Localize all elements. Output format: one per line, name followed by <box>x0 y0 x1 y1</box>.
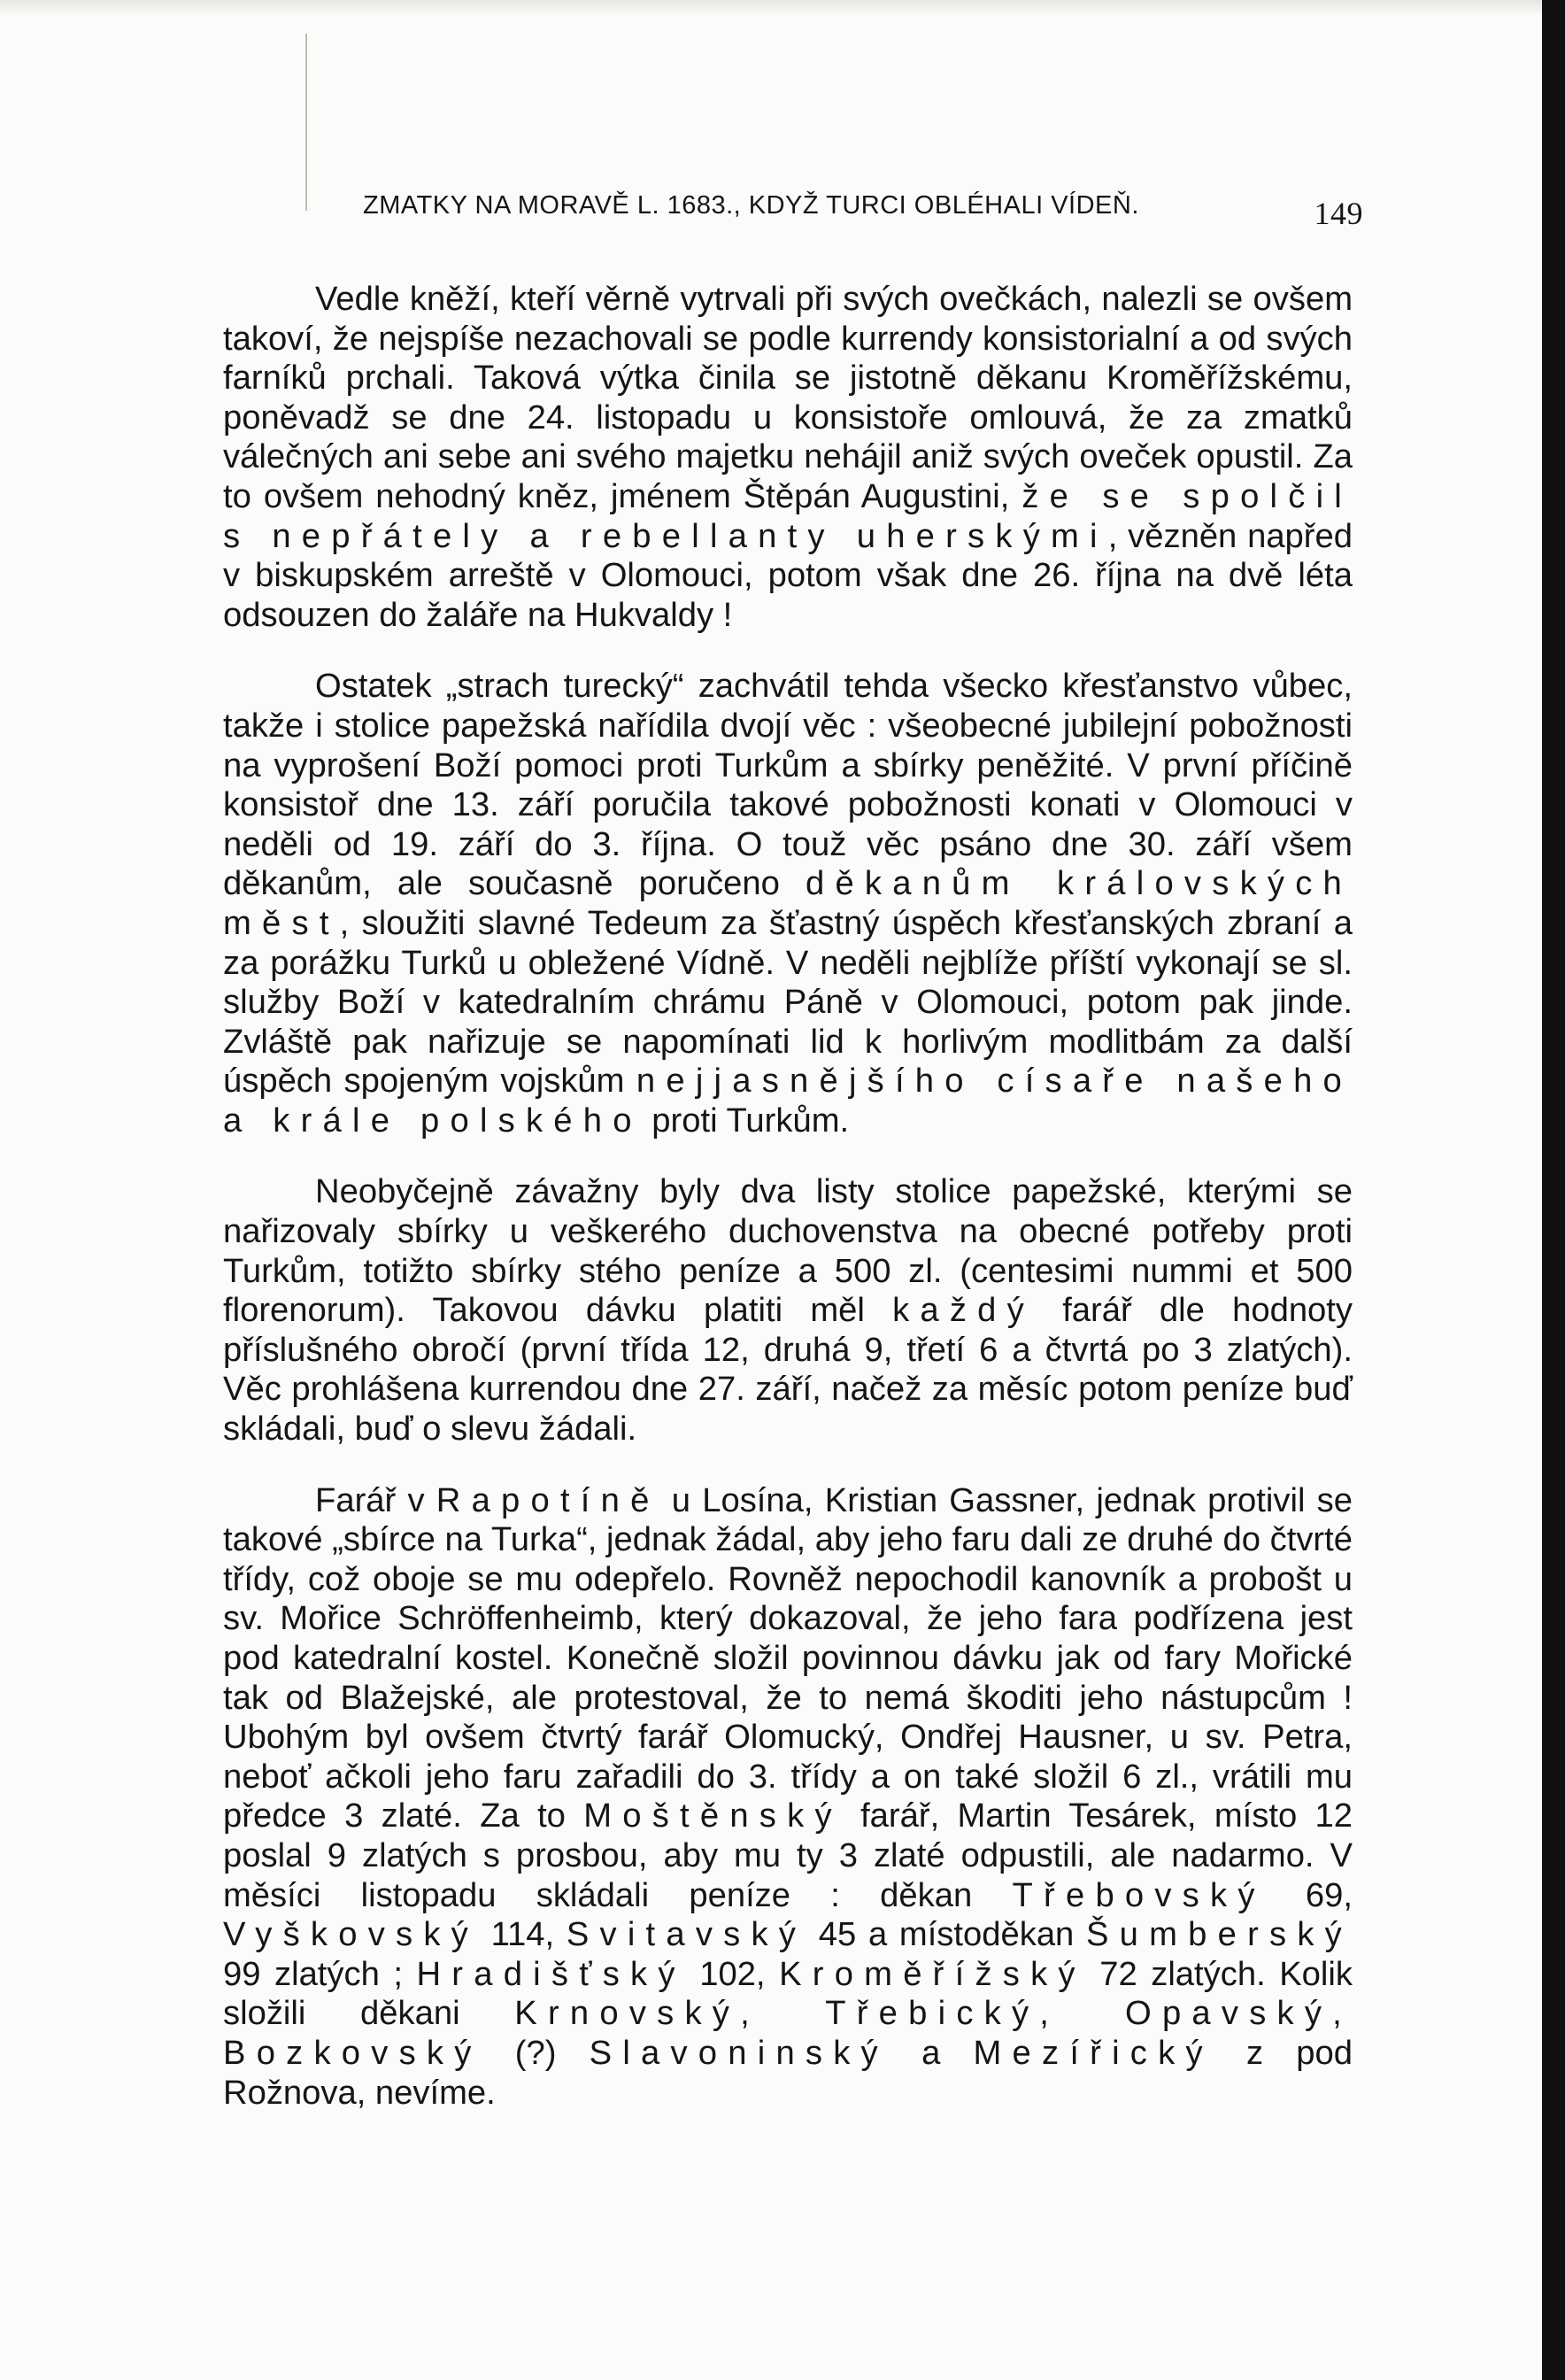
text-run: (?) <box>482 2033 590 2072</box>
spaced-emphasis: že se spolčil s nepřátely a rebellanty uherskými <box>223 476 1353 555</box>
text-run: farář dle hodnoty příslušného obročí (první třída 12, druhá 9, třetí 6 a čtvrtá po 3 zlatých). Věc prohlášena kurrendou dne 27. září, načež za měsíc potom peníze buď skládali, buď o slevu žádali. <box>223 1291 1353 1449</box>
text-run: Vedle kněží, kteří věrně vytrvali při svých ovečkách, nalezli se ovšem takoví, že nejspíše nezachovali se podle kurrendy konsistorialní a od svých farníků prchali. Taková výtka činila se jistotně děkanu Kroměřížskému, poněvadž se dne 24. listopadu u konsistoře omlouvá, že za zmatků válečných ani sebe ani svého majetku nehájil aniž svých oveček opustil. Za to ovšem nehodný kněz, jménem Štěpán Augustini, <box>223 280 1353 515</box>
spaced-emphasis: Šumberský <box>1085 1915 1353 1954</box>
spaced-emphasis: nejjasnějšího císaře našeho a krále polského <box>223 1062 1353 1140</box>
text-run: 102, <box>685 1954 780 1993</box>
spaced-emphasis: Kroměřížský <box>779 1954 1086 1993</box>
text-run: farář, Martin Tesárek, místo 12 poslal 9 zlatých s prosbou, aby mu ty 3 zlaté odpustili, ale nadarmo. V měsíci listopadu skládali peníze : děkan <box>223 1797 1353 1914</box>
text-run: proti Turkům. <box>642 1101 850 1140</box>
text-run: Farář v <box>315 1480 436 1519</box>
spaced-emphasis: Moštěnský <box>583 1797 843 1835</box>
body-text <box>223 280 1353 2113</box>
text-run: a <box>888 2033 974 2072</box>
text-run: , vězněn napřed v biskupském arreště v Olomouci, potom však dne 26. října na dvě léta odsouzen do žaláře na Hukvaldy ! <box>223 516 1353 634</box>
spaced-emphasis: Svitavský <box>566 1915 807 1954</box>
text-run: 45 a místoděkan <box>806 1915 1086 1954</box>
paragraph-3 <box>223 1172 1353 1449</box>
spaced-emphasis: Mezířický <box>973 2033 1214 2072</box>
text-run: 69, <box>1265 1875 1353 1914</box>
text-run: z pod Rožnova, nevíme. <box>223 2033 1353 2112</box>
paragraph-1 <box>223 280 1353 635</box>
spaced-emphasis: Slavoninský <box>589 2033 889 2072</box>
running-header <box>363 191 1381 236</box>
page-top-shadow <box>0 0 1542 16</box>
text-run: Ostatek „strach turecký“ zachvátil tehda všecko křesťanstvo vůbec, takže i stolice papežská nařídila dvojí věc : všeobecné jubilejní pobožnosti na vyprošení Boží pomoci proti Turkům a sbírky peněžité. V první příčině konsistoř dne 13. září poručila takové pobožnosti konati v Olomouci v neděli od 19. září do 3. října. O touž věc psáno dne 30. září všem děkanům, ale současně poručeno <box>223 667 1353 903</box>
spaced-emphasis: Krnovský, Třebický, Opavský, Bozkovský <box>223 1994 1353 2072</box>
text-run: 114, <box>478 1915 567 1954</box>
text-run: 99 zlatých ; <box>223 1954 417 1993</box>
text-run: 72 zlatých. Kolik složili děkani <box>223 1954 1353 2033</box>
text-run: Neobyčejně závažny byly dva listy stolice papežské, kterými se nařizovaly sbírky u veškerého duchovenstva na obecné potřeby proti Turkům, totižto sbírky stého peníze a 500 zl. (centesimi nummi et 500 florenorum). Takovou dávku platiti měl <box>223 1172 1353 1330</box>
spaced-emphasis: Třebovský <box>1012 1875 1266 1914</box>
page-number: 149 <box>1314 196 1363 231</box>
running-title: ZMATKY NA MORAVĚ L. 1683., KDYŽ TURCI OBLÉHALI VÍDEŇ. <box>363 191 1139 220</box>
text-run: u Losína, Kristian Gassner, jednak protivil se takové „sbírce na Turka“, jednak žádal, aby jeho faru dali ze druhé do čtvrté třídy, což oboje se mu odepřelo. Rovněž nepochodil kanovník a probošt u sv. Mořice Schröffenheimb, který dokazoval, že jeho fara podřízena jest pod katedralní kostel. Konečně složil povinnou dávku jak od fary Mořické tak od Blažejské, ale protestoval, že to nemá škoditi jeho nástupcům ! Ubohým byl ovšem čtvrtý farář Olomucký, Ondřej Hausner, u sv. Petra, neboť ačkoli jeho faru zařadili do 3. třídy a on také složil 6 zl., vrátili mu předce 3 zlaté. Za to <box>223 1480 1353 1835</box>
spaced-emphasis: Vyškovský <box>223 1915 479 1954</box>
scan-border <box>1542 0 1565 2380</box>
spaced-emphasis: Rapotíně <box>436 1480 660 1519</box>
paragraph-4 <box>223 1481 1353 2113</box>
scan-mark <box>305 34 307 211</box>
spaced-emphasis: Hradišťský <box>416 1954 686 1993</box>
text-run: , sloužiti slavné Tedeum za šťastný úspěch křesťanských zbraní a za porážku Turků u obležené Vídně. V neděli nejblíže příští vykonají se sl. služby Boží v katedralním chrámu Páně v Olomouci, potom pak jinde. Zvláště pak nařizuje se napomínati lid k horlivým modlitbám za další úspěch spojeným vojskům <box>223 903 1353 1101</box>
paragraph-2 <box>223 667 1353 1140</box>
spaced-emphasis: děkanům královských měst <box>223 864 1353 942</box>
spaced-emphasis: každý <box>892 1291 1035 1330</box>
